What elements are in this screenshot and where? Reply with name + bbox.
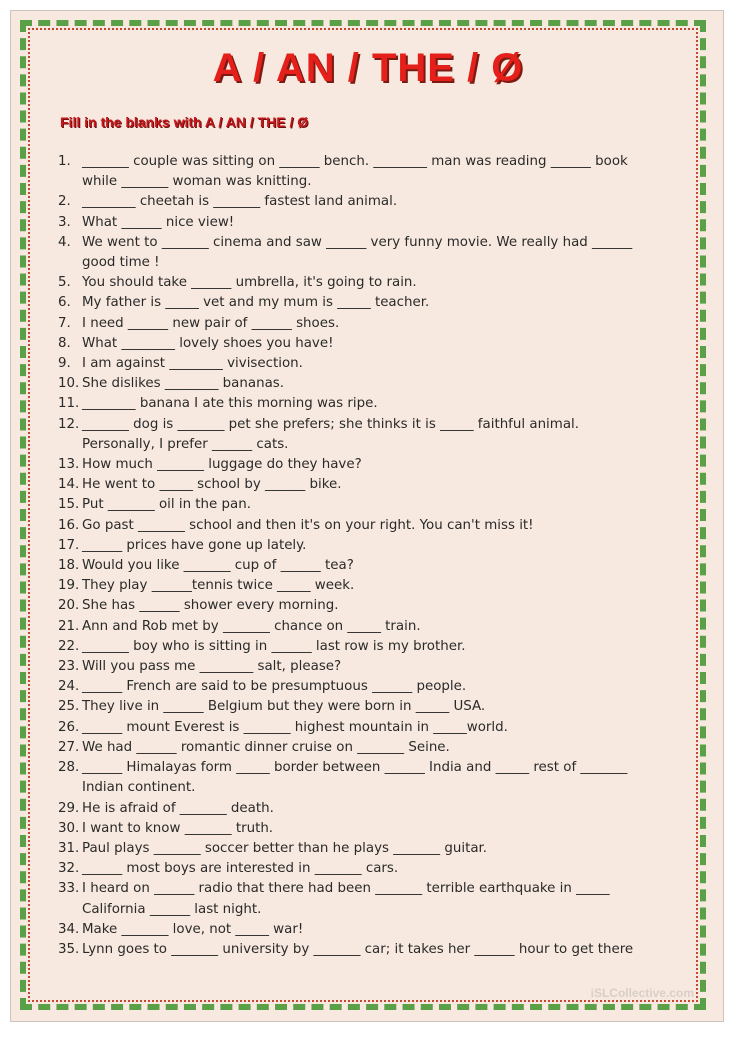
exercise-sentence-line: _______ couple was sitting on ______ bench. ________ man was reading ______ book — [82, 154, 628, 169]
exercise-sentence-line: You should take ______ umbrella, it's going to rain. — [82, 275, 417, 291]
exercise-item — [58, 839, 700, 859]
exercise-sentence-line: I want to know _______ truth. — [82, 820, 274, 836]
exercise-number: 21. — [58, 618, 80, 634]
exercise-number: 10. — [58, 376, 80, 392]
exercise-number: 20. — [58, 598, 80, 614]
exercise-number: 1. — [58, 154, 71, 169]
exercise-item — [58, 940, 700, 960]
exercise-item — [58, 293, 700, 313]
exercise-number: 18. — [58, 558, 80, 574]
exercise-item — [58, 455, 700, 475]
exercise-number: 30. — [58, 820, 80, 836]
exercise-sentence-line: They live in ______ Belgium but they were born in _____ USA. — [82, 699, 486, 715]
exercise-item — [58, 576, 700, 596]
exercise-sentence-line: good time ! — [82, 255, 160, 271]
exercise-number: 34. — [58, 921, 80, 937]
exercise-number: 6. — [58, 295, 71, 311]
exercise-sentence-line: He went to _____ school by ______ bike. — [82, 477, 342, 493]
exercise-item — [58, 657, 700, 677]
instruction-text: Fill in the blanks with A / AN / THE / Ø — [60, 114, 309, 130]
exercise-item — [58, 394, 700, 414]
exercise-item — [58, 758, 700, 798]
exercise-item — [58, 495, 700, 515]
exercise-sentence-line: while _______ woman was knitting. — [82, 174, 312, 190]
exercise-item — [58, 354, 700, 374]
exercise-sentence-line: Go past _______ school and then it's on your right. You can't miss it! — [82, 517, 534, 533]
exercise-number: 5. — [58, 275, 71, 291]
exercise-item — [58, 213, 700, 233]
exercise-item — [58, 718, 700, 738]
exercise-sentence-line: Lynn goes to _______ university by _______ car; it takes her ______ hour to get there — [82, 941, 634, 957]
exercise-number: 3. — [58, 214, 71, 230]
exercise-item — [58, 314, 700, 334]
exercise-sentence-line: They play ______tennis twice _____ week. — [82, 578, 355, 594]
exercise-item — [58, 233, 700, 273]
exercise-item — [58, 697, 700, 717]
exercise-number: 26. — [58, 719, 80, 735]
exercise-item — [58, 374, 700, 394]
exercise-sentence-line: ______ prices have gone up lately. — [82, 537, 307, 553]
exercise-number: 33. — [58, 881, 80, 897]
exercise-number: 23. — [58, 659, 80, 675]
exercise-sentence-line: Would you like _______ cup of ______ tea? — [82, 558, 354, 574]
exercise-number: 2. — [58, 194, 71, 210]
exercise-number: 35. — [58, 941, 80, 957]
exercise-sentence-line: ______ French are said to be presumptuous ______ people. — [82, 679, 467, 695]
exercise-item — [58, 536, 700, 556]
exercise-sentence-line: ______ Himalayas form _____ border between ______ India and _____ rest of _______ — [82, 760, 628, 776]
exercise-item — [58, 596, 700, 616]
exercise-item — [58, 637, 700, 657]
exercise-sentence-line: We went to _______ cinema and saw ______ very funny movie. We really had ______ — [82, 234, 633, 250]
exercise-number: 8. — [58, 335, 71, 351]
exercise-number: 17. — [58, 537, 80, 553]
exercise-item — [58, 819, 700, 839]
exercise-item — [58, 920, 700, 940]
exercise-number: 13. — [58, 457, 80, 473]
exercise-sentence-line: We had ______ romantic dinner cruise on _______ Seine. — [82, 739, 450, 755]
exercise-item — [58, 273, 700, 293]
exercise-list — [58, 152, 700, 960]
exercise-item — [58, 192, 700, 212]
exercise-number: 9. — [58, 356, 71, 372]
exercise-item — [58, 556, 700, 576]
exercise-number: 12. — [58, 416, 80, 432]
exercise-number: 29. — [58, 800, 80, 816]
exercise-number: 28. — [58, 760, 80, 776]
exercise-number: 22. — [58, 638, 80, 654]
exercise-sentence-line: California ______ last night. — [82, 901, 262, 917]
exercise-item — [58, 475, 700, 495]
exercise-item — [58, 415, 700, 455]
exercise-number: 19. — [58, 578, 80, 594]
exercise-item — [58, 152, 700, 192]
exercise-sentence-line: My father is _____ vet and my mum is _____ teacher. — [82, 295, 430, 311]
exercise-number: 32. — [58, 861, 80, 877]
exercise-sentence-line: ______ mount Everest is _______ highest mountain in _____world. — [82, 719, 508, 735]
exercise-item — [58, 738, 700, 758]
exercise-number: 25. — [58, 699, 80, 715]
exercise-sentence-line: How much _______ luggage do they have? — [82, 457, 362, 473]
exercise-sentence-line: Make _______ love, not _____ war! — [82, 921, 304, 937]
exercise-sentence-line: Put _______ oil in the pan. — [82, 497, 251, 513]
exercise-number: 4. — [58, 234, 71, 250]
exercise-sentence-line: Personally, I prefer ______ cats. — [82, 436, 289, 452]
exercise-sentence-line: I heard on ______ radio that there had been _______ terrible earthquake in _____ — [82, 881, 610, 897]
exercise-number: 7. — [58, 315, 71, 331]
exercise-sentence-line: What ______ nice view! — [82, 214, 235, 230]
exercise-number: 24. — [58, 679, 80, 695]
exercise-item — [58, 859, 700, 879]
exercise-sentence-line: What ________ lovely shoes you have! — [82, 335, 334, 351]
exercise-number: 11. — [58, 396, 80, 412]
exercise-sentence-line: I am against ________ vivisection. — [82, 356, 303, 372]
exercise-sentence-line: Will you pass me ________ salt, please? — [82, 659, 342, 675]
exercise-sentence-line: Paul plays _______ soccer better than he plays _______ guitar. — [82, 840, 488, 856]
exercise-number: 31. — [58, 840, 80, 856]
exercise-sentence-line: I need ______ new pair of ______ shoes. — [82, 315, 340, 331]
exercise-number: 15. — [58, 497, 80, 513]
exercise-item — [58, 516, 700, 536]
exercise-number: 27. — [58, 739, 80, 755]
exercise-number: 16. — [58, 517, 80, 533]
exercise-sentence-line: _______ dog is _______ pet she prefers; she thinks it is _____ faithful animal. — [82, 416, 580, 432]
exercise-item — [58, 799, 700, 819]
exercise-sentence-line: He is afraid of _______ death. — [82, 800, 274, 816]
exercise-sentence-line: ________ cheetah is _______ fastest land animal. — [82, 194, 398, 210]
exercise-item — [58, 617, 700, 637]
exercise-sentence-line: _______ boy who is sitting in ______ last row is my brother. — [82, 638, 466, 654]
exercise-number: 14. — [58, 477, 80, 493]
exercise-sentence-line: She dislikes ________ bananas. — [82, 376, 285, 392]
exercise-item — [58, 677, 700, 697]
exercise-sentence-line: Indian continent. — [82, 780, 196, 796]
exercise-sentence-line: ________ banana I ate this morning was ripe. — [82, 396, 378, 412]
exercise-sentence-line: She has ______ shower every morning. — [82, 598, 339, 614]
exercise-item — [58, 334, 700, 354]
exercise-item — [58, 879, 700, 919]
worksheet-title: A / AN / THE / Ø — [212, 46, 524, 90]
watermark: iSLCollective.com — [590, 986, 694, 1000]
exercise-sentence-line: Ann and Rob met by _______ chance on _____ train. — [82, 618, 421, 634]
exercise-sentence-line: ______ most boys are interested in _______ cars. — [82, 861, 399, 877]
